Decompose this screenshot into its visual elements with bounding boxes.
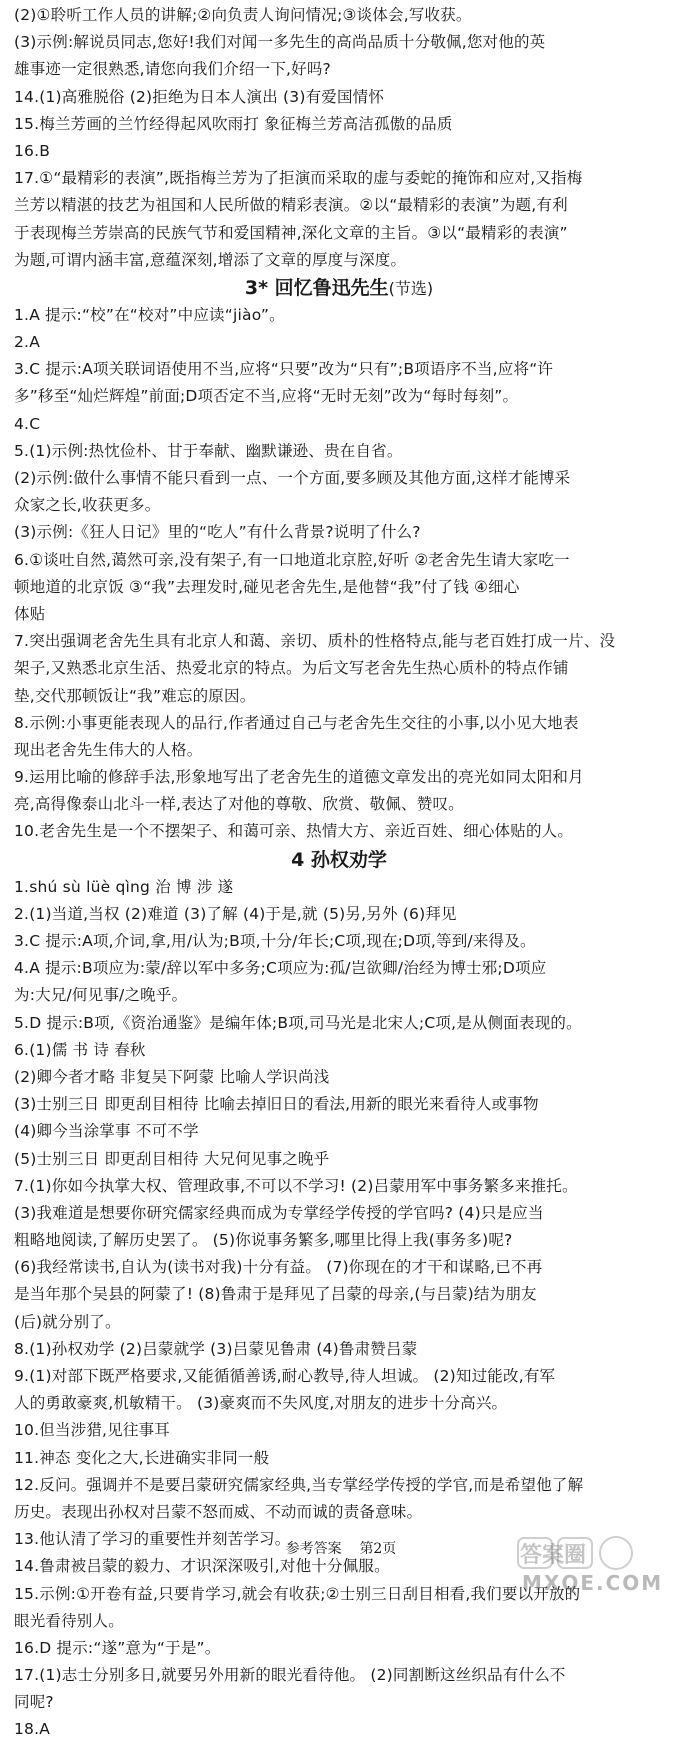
answer-line: 17.①“最精彩的表演”,既指梅兰芳为了拒演而采取的虚与委蛇的掩饰和应对,又指梅 (14, 169, 583, 188)
answer-line: 13.他认清了学习的重要性并刻苦学习。 (14, 1530, 291, 1549)
answer-line: 11.神态 变化之大,长进确实非同一般 (14, 1448, 270, 1467)
answer-line: 14.(1)高雅脱俗 (2)拒绝为日本人演出 (3)有爱国情怀 (14, 87, 385, 106)
lesson-title-text: 3* 回忆鲁迅先生 (244, 276, 389, 299)
answer-line: 16.D 提示:“遂”意为“于是”。 (14, 1638, 221, 1657)
answer-line: 15.示例:①开卷有益,只要肯学习,就会有收获;②士别三日刮目相看,我们要以开放的 (14, 1584, 581, 1603)
answer-line: 15.梅兰芳画的兰竹经得起风吹雨打 象征梅兰芳高洁孤傲的品质 (14, 114, 453, 133)
answer-line: (后)就分别了。 (14, 1312, 121, 1331)
answer-line: 7.突出强调老舍先生具有北京人和蔼、亲切、质朴的性格特点,能与老百姓打成一片、没 (14, 632, 616, 651)
answer-line: 10.老舍先生是一个不摆架子、和蔼可亲、热情大方、亲近百姓、细心体贴的人。 (14, 822, 574, 841)
answer-line: 粗略地阅读,了解历史罢了。 (5)你说事务繁多,哪里比得上我(事务多)呢? (14, 1231, 513, 1250)
answer-line: 众家之长,收获更多。 (14, 496, 161, 515)
footer-page-number: 第2页 (359, 1541, 397, 1557)
answer-line: 亮,高得像泰山北斗一样,表达了对他的尊敬、欣赏、敬佩、赞叹。 (14, 795, 464, 814)
answer-line: 为:大兄/何见事/之晚乎。 (14, 986, 188, 1005)
answer-line: 9.(1)对部下既严格要求,又能循循善诱,耐心教导,待人坦诚。 (2)知过能改,有军 (14, 1367, 556, 1385)
answer-line: 雄事迹一定很熟悉,请您向我们介绍一下,好吗? (14, 60, 331, 79)
answer-line: 架子,又熟悉北京生活、热爱北京的特点。为后文写老舍先生热心质朴的特点作铺 (14, 659, 569, 678)
lesson-3-title (14, 274, 664, 302)
answer-line: 于表现梅兰芳崇高的民族气节和爱国精神,深化文章的主旨。③以“最精彩的表演” (14, 223, 568, 242)
answer-line: 2.A (14, 333, 40, 352)
answer-line: 体贴 (14, 604, 46, 623)
answer-line: (2)①聆听工作人员的讲解;②向负责人询问情况;③谈体会,写收获。 (14, 6, 472, 24)
answer-line: 3.C 提示:A项关联词语使用不当,应将“只要”改为“只有”;B项语序不当,应将“许 (14, 360, 554, 379)
answer-line: 垫,交代那顿饭让“我”难忘的原因。 (14, 686, 256, 705)
answer-line: 14.鲁肃被吕蒙的毅力、才识深深吸引,对他十分佩服。 (14, 1557, 390, 1576)
watermark-logo (514, 1534, 674, 1596)
answer-line: 4.C (14, 414, 41, 433)
answer-line: 2.(1)当道,当权 (2)难道 (3)了解 (4)于是,就 (5)另,另外 (6)拜见 (14, 904, 457, 923)
answer-line: 多”移至“灿烂辉煌”前面;D项否定不当,应将“无时无刻”改为“每时每刻”。 (14, 387, 519, 406)
answer-line: 17.(1)志士分别多日,就要另外用新的眼光看待他。 (2)同割断这丝织品有什么不 (14, 1666, 566, 1685)
answer-line: 5.D 提示:B项,《资治通鉴》是编年体;B项,司马光是北宋人;C项,是从侧面表现的。 (14, 1013, 582, 1032)
answer-line: 8.示例:小事更能表现人的品行,作者通过自己与老舍先生交往的小事,以小见大地表 (14, 713, 579, 732)
answer-line: 为题,可谓内涵丰富,意蕴深刻,增添了文章的厚度与深度。 (14, 250, 407, 269)
answer-line: 8.(1)孙权劝学 (2)吕蒙就学 (3)吕蒙见鲁肃 (4)鲁肃赞吕蒙 (14, 1339, 418, 1358)
answer-line: (2)示例:做什么事情不能只看到一点、一个方面,要多顾及其他方面,这样才能博采 (14, 469, 571, 487)
answer-line: (3)示例:解说员同志,您好!我们对闻一多先生的高尚品质十分敬佩,您对他的英 (14, 33, 546, 52)
answer-line: 同呢? (14, 1693, 54, 1712)
answer-line: 6.①谈吐自然,蔼然可亲,没有架子,有一口地道北京腔,好听 ②老舍先生请大家吃一 (14, 550, 570, 569)
answer-line: 6.(1)儒 书 诗 春秋 (14, 1040, 146, 1059)
answer-line: 是当年那个吴县的阿蒙了! (8)鲁肃于是拜见了吕蒙的母亲,(与吕蒙)结为朋友 (14, 1285, 537, 1304)
lesson-title-note: (节选) (388, 278, 434, 298)
answer-line: (4)卿今当涂掌事 不可不学 (14, 1122, 199, 1141)
watermark-url: MXQE.COM (522, 1571, 664, 1595)
answer-line: (3)我难道是想要你研究儒家经典而成为专掌经学传授的学官吗? (4)只是应当 (14, 1203, 544, 1222)
answer-line: (6)我经常读书,自认为(读书对我)十分有益。 (7)你现在的才干和谋略,已不再 (14, 1258, 543, 1277)
footer-label: 参考答案 (285, 1541, 342, 1557)
answer-line: (2)卿今者才略 非复吴下阿蒙 比喻人学识尚浅 (14, 1067, 330, 1086)
answer-line: 5.(1)示例:热忱俭朴、甘于奉献、幽默谦逊、贵在自省。 (14, 441, 403, 460)
answer-line: 历史。表现出孙权对吕蒙不怒而威、不动而诚的责备意味。 (14, 1502, 423, 1521)
answer-line: (5)士别三日 即更刮目相待 大兄何见事之晚乎 (14, 1149, 330, 1168)
answer-line: 7.(1)你如今执掌大权、管理政事,不可以不学习! (2)吕蒙用军中事务繁多来推托。 (14, 1176, 578, 1195)
answer-line: 人的勇敢豪爽,机敏精干。 (3)豪爽而不失风度,对朋友的进步十分高兴。 (14, 1394, 508, 1413)
answer-line: 16.B (14, 141, 51, 160)
answer-line: (3)士别三日 即更刮目相待 比喻去掉旧日的看法,用新的眼光来看待人或事物 (14, 1095, 539, 1114)
answer-line: 眼光看待别人。 (14, 1611, 124, 1630)
watermark-text: 答案圈 (520, 1543, 587, 1568)
answer-line: 1.A 提示:“校”在“校对”中应读“jiào”。 (14, 305, 285, 324)
answer-content (14, 2, 664, 1744)
answer-line: 12.反问。强调并不是要吕蒙研究儒家经典,当专掌经学传授的学官,而是希望他了解 (14, 1475, 584, 1494)
answer-line: 3.C 提示:A项,介词,拿,用/认为;B项,十分/年长;C项,现在;D项,等到/来得及。 (14, 932, 536, 950)
answer-line: 1.shú sù lüè qìng 治 博 涉 遂 (14, 877, 234, 896)
answer-line: 9.运用比喻的修辞手法,形象地写出了老舍先生的道德文章发出的亮光如同太阳和月 (14, 768, 584, 787)
answer-line: 18.A (14, 1720, 51, 1739)
answer-line: 4.A 提示:B项应为:蒙/辞以军中多务;C项应为:孤/岂欲卿/治经为博士邪;D项应 (14, 959, 547, 978)
lesson-4-title: 4 孙权劝学 (291, 848, 387, 871)
answer-line: 10.但当涉猎,见往事耳 (14, 1421, 170, 1440)
answer-line: (3)示例:《狂人日记》里的“吃人”有什么背景?说明了什么? (14, 523, 421, 542)
answer-line: 兰芳以精湛的技艺为祖国和人民所做的精彩表演。②以“最精彩的表演”为题,有利 (14, 196, 568, 215)
answer-line: 现出老舍先生伟大的人格。 (14, 740, 203, 759)
answer-line: 顿地道的北京饭 ③“我”去理发时,碰见老舍先生,是他替“我”付了钱 ④细心 (14, 577, 520, 596)
